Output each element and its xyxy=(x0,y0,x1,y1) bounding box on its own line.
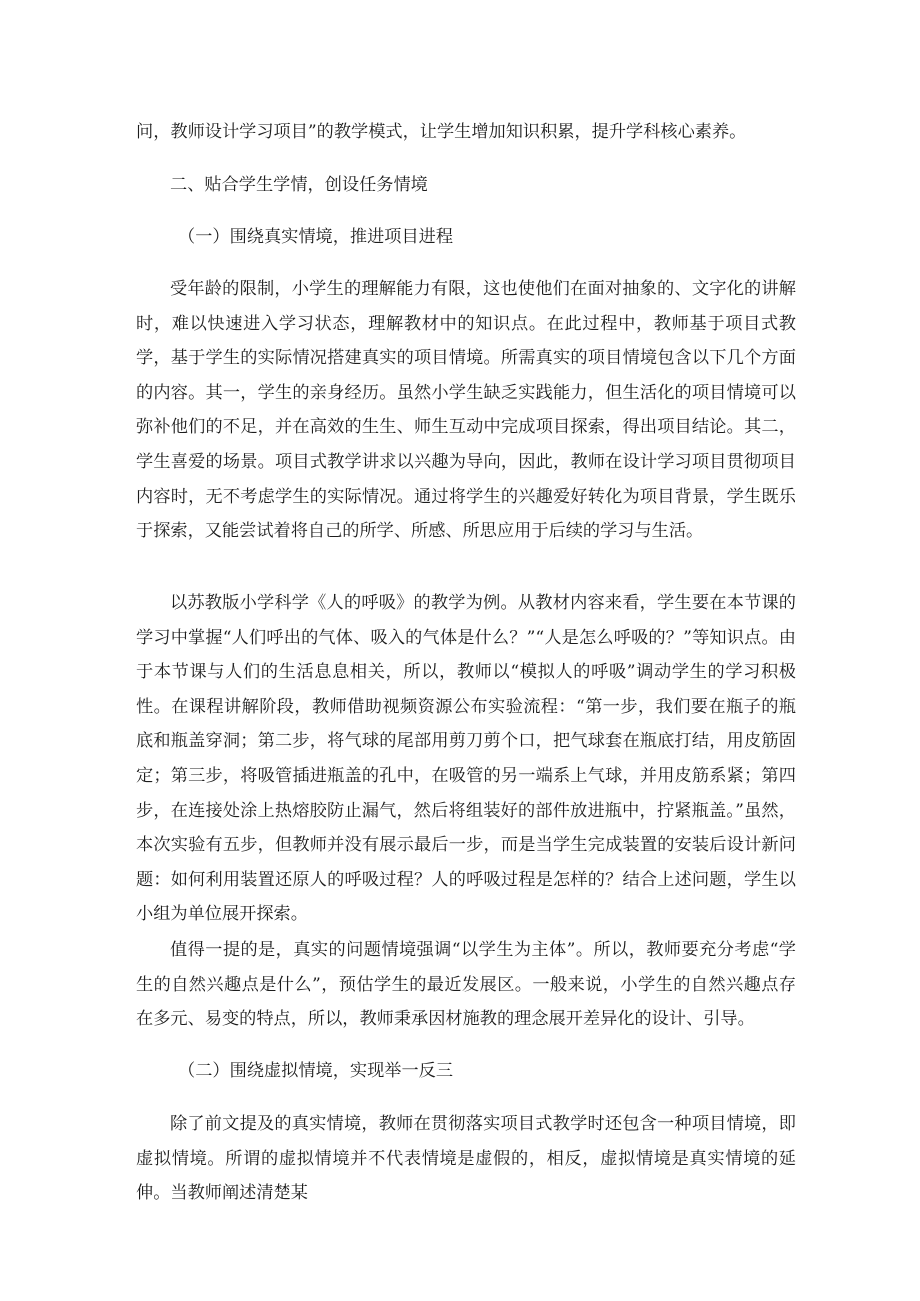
subsection-heading-1: （一）围绕真实情境，推进项目进程 xyxy=(178,227,454,247)
paragraph-virtual-context: 除了前文提及的真实情境，教师在贯彻落实项目式教学时还包含一种项目情境，即虚拟情境。所谓的虚拟情境并不代表情境是虚假的，相反，虚拟情境是真实情境的延伸。当教师阐述清楚某 xyxy=(136,1114,796,1204)
intro-paragraph: 问，教师设计学习项目”的教学模式，让学生增加知识积累，提升学科核心素养。 xyxy=(136,122,747,142)
paragraph-student-subject: 值得一提的是，真实的问题情境强调“以学生为主体”。所以，教师要充分考虑“学生的自然兴趣点是什么”，预估学生的最近发展区。一般来说，小学生的自然兴趣点存在多元、易变的特点，所以，教师秉承因材施教的理念展开差异化的设计、引导。 xyxy=(136,940,796,1030)
paragraph-breathing-example: 以苏教版小学科学《人的呼吸》的教学为例。从教材内容来看，学生要在本节课的学习中掌握“人们呼出的气体、吸入的气体是什么？”“人是怎么呼吸的？”等知识点。由于本节课与人们的生活息息相关，所以，教师以“模拟人的呼吸”调动学生的学习积极性。在课程讲解阶段，教师借助视频资源公布实验流程：“第一步，我们要在瓶子的瓶底和瓶盖穿洞；第二步，将气球的尾部用剪刀剪个口，把气球套在瓶底打结，用皮筋固定；第三步，将吸管插进瓶盖的孔中，在吸管的另一端系上气球，并用皮筋系紧；第四步，在连接处涂上热熔胶防止漏气，然后将组装好的部件放进瓶中，拧紧瓶盖。”虽然，本次实验有五步，但教师并没有展示最后一步，而是当学生完成装置的安装后设计新问题：如何利用装置还原人的呼吸过程？人的呼吸过程是怎样的？结合上述问题，学生以小组为单位展开探索。 xyxy=(136,593,796,925)
paragraph-real-context: 受年龄的限制，小学生的理解能力有限，这也使他们在面对抽象的、文字化的讲解时，难以快速进入学习状态，理解教材中的知识点。在此过程中，教师基于项目式教学，基于学生的实际情况搭建真实的项目情境。所需真实的项目情境包含以下几个方面的内容。其一，学生的亲身经历。虽然小学生缺乏实践能力，但生活化的项目情境可以弥补他们的不足，并在高效的生生、师生互动中完成项目探索，得出项目结论。其二，学生喜爱的场景。项目式教学讲求以兴趣为导向，因此，教师在设计学习项目贯彻项目内容时，无不考虑学生的实际情况。通过将学生的兴趣爱好转化为项目背景，学生既乐于探索，又能尝试着将自己的所学、所感、所思应用于后续的学习与生活。 xyxy=(136,279,796,542)
section-heading-2: 二、贴合学生学情，创设任务情境 xyxy=(170,175,428,195)
subsection-heading-2: （二）围绕虚拟情境，实现举一反三 xyxy=(178,1061,454,1081)
